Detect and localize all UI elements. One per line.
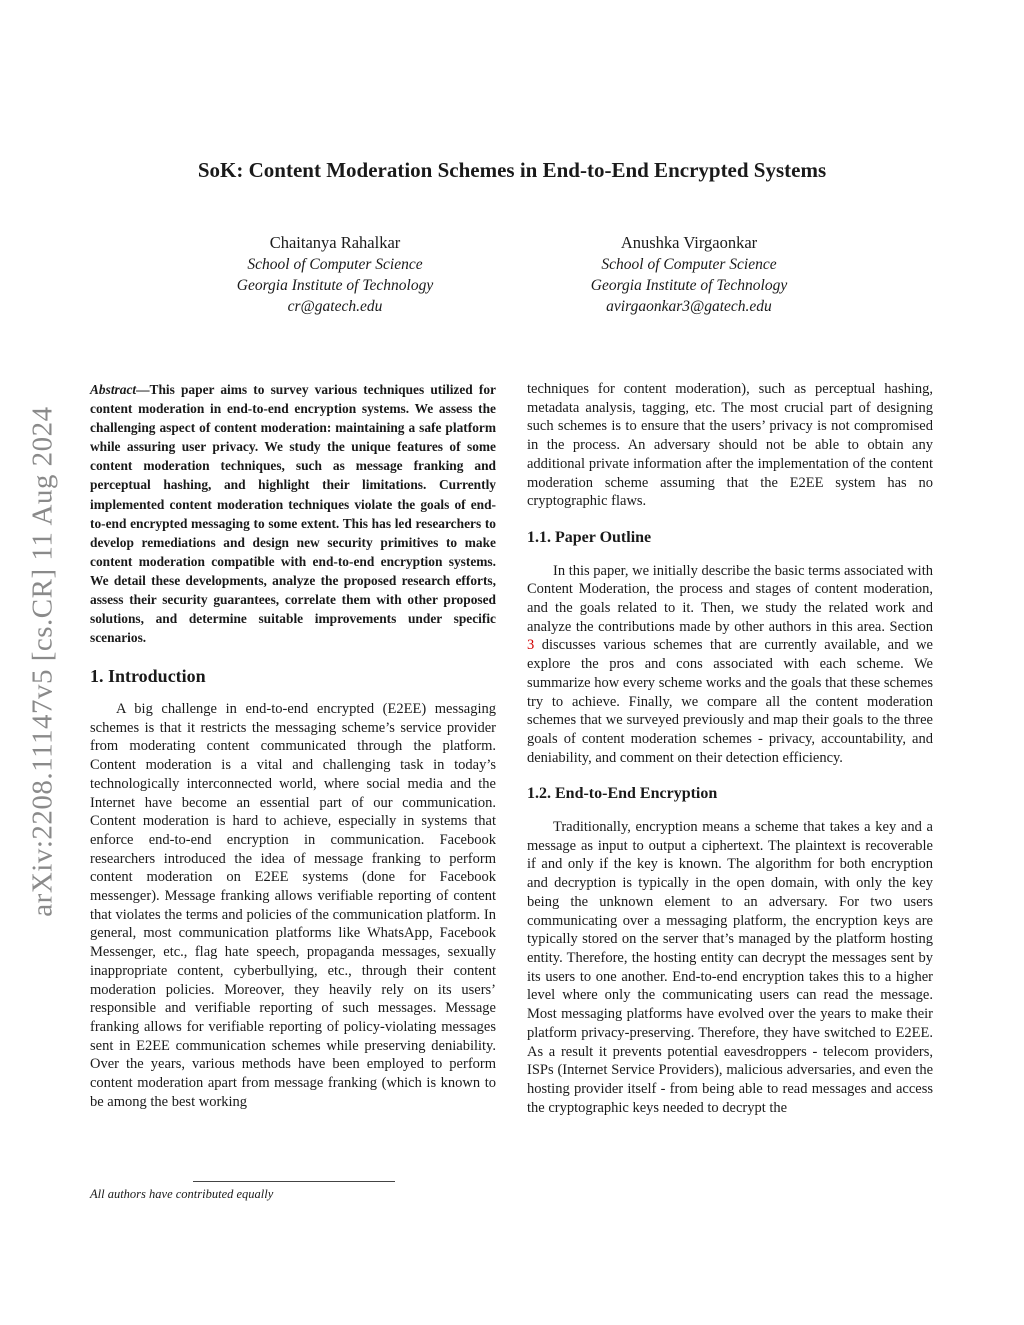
introduction-paragraph-continued: techniques for content moderation), such as perceptual hashing, metadata analysis, tagging, etc. The most crucial part of designing such schemes is to ensure that the users’ privacy is not compromised in the process. An adversary should not be able to obtain any additional private information after the implementation of the content moderation scheme assuming that the E2EE system has no cryptographic flaws. bbox=[527, 381, 933, 510]
arxiv-identifier-stamp: arXiv:2208.11147v5 [cs.CR] 11 Aug 2024 bbox=[26, 406, 59, 917]
abstract bbox=[90, 380, 496, 647]
outline-text-part-1: In this paper, we initially describe the basic terms associated with Content Moderation, the process and stages of content moderation, and the goals related to it. Then, we study the related work and analyze the contributions made by other authors in this area. Section bbox=[527, 562, 933, 635]
author-block-2 bbox=[539, 232, 839, 317]
author-institution: Georgia Institute of Technology bbox=[590, 277, 788, 294]
paper-outline-paragraph bbox=[527, 562, 933, 768]
author-institution: Georgia Institute of Technology bbox=[236, 277, 434, 294]
e2ee-paragraph: Traditionally, encryption means a scheme that takes a key and a message as input to output a ciphertext. The plaintext is recoverable if and only if the key is known. The algorithm for both encryption and decryption is typically in the open domain, with only the key being the unknown element to an adversary. For two users communicating over a messaging platform, the encryption keys are typically stored on the server that’s managed by the platform hosting entity. Therefore, the hosting entity can decrypt the messages sent by its users to one another. End-to-end encryption takes this to a higher level where only the communicating users can read the message. Most messaging platforms have evolved over the years to make their platform privacy-preserving. Therefore, they have switched to E2EE. As a result it prevents potential eavesdroppers - telecom providers, ISPs (Internet Service Providers), malicious adversaries, and even the hosting provider itself - from being able to read messages and access the cryptographic keys needed to decrypt the bbox=[527, 819, 933, 1116]
footnote-divider bbox=[193, 1181, 395, 1182]
paper-title: SoK: Content Moderation Schemes in End-to-End Encrypted Systems bbox=[197, 158, 827, 182]
author-email[interactable]: avirgaonkar3@gatech.edu bbox=[606, 298, 772, 315]
outline-text-part-2: discusses various schemes that are currently available, and we explore the pros and cons associated with each scheme. We summarize how every scheme works and the goals that these schemes try to achieve. Finally, we compare all the content moderation schemes that we surveyed previously and map their goals to the three goals of content moderation schemes - privacy, accountability, and deniability, and comment on their detection efficiency. bbox=[527, 637, 933, 766]
abstract-text: —This paper aims to survey various techniques utilized for content moderation in end-to-end encryption systems. We assess the challenging aspect of content moderation: maintaining a safe platform while assuring user privacy. We study the unique features of some content moderation techniques, such as message franking and perceptual hashing, and highlight their limitations. Currently implemented content moderation techniques violate the goals of end-to-end encrypted messaging to some extent. This has led researchers to develop remediations and design new security primitives to make content moderation compatible with end-to-end encryption systems. We detail these developments, analyze the proposed research efforts, assess their security guarantees, correlate them with other proposed solutions, and determine suitable improvements under specific scenarios. bbox=[90, 382, 496, 646]
subsection-heading-e2ee: 1.2. End-to-End Encryption bbox=[527, 785, 718, 803]
author-name: Anushka Virgaonkar bbox=[620, 233, 758, 252]
author-department: School of Computer Science bbox=[601, 256, 777, 273]
author-block-1 bbox=[185, 232, 485, 317]
left-column bbox=[90, 380, 496, 1111]
author-email[interactable]: cr@gatech.edu bbox=[287, 298, 383, 315]
author-department: School of Computer Science bbox=[247, 256, 423, 273]
right-column bbox=[527, 380, 933, 1117]
abstract-label: Abstract bbox=[90, 382, 137, 397]
section-reference-link[interactable]: 3 bbox=[527, 637, 535, 654]
section-heading-introduction: 1. Introduction bbox=[90, 666, 206, 687]
author-name: Chaitanya Rahalkar bbox=[269, 233, 401, 252]
subsection-heading-paper-outline: 1.1. Paper Outline bbox=[527, 528, 652, 546]
footnote: All authors have contributed equally bbox=[90, 1187, 274, 1201]
introduction-paragraph: A big challenge in end-to-end encrypted (E2EE) messaging schemes is that it restricts the messaging scheme’s service provider from moderating content communicated through the platform. Content moderation is a vital and challenging task in today’s technologically interconnected world, where social media and the Internet have become an essential part of our communication. Content moderation is hard to achieve, especially in systems that enforce end-to-end encryption in communication. Facebook researchers introduced the idea of message franking to perform content moderation on E2EE systems (done for Facebook messenger). Message franking allows verifiable reporting of content that violates the terms and policies of the communication platform. In general, most communication platforms like WhatsApp, Facebook Messenger, etc., flag hate speech, propaganda messages, sexually inappropriate content, cyberbullying, etc., through their content moderation policies. Moreover, they heavily rely on its users’ responsible and verifiable reporting of such messages. Message franking allows for verifiable reporting of policy-violating messages sent in E2EE communication schemes while preserving deniability. Over the years, various methods have been employed to perform content moderation apart from message franking (which is known to be among the best working bbox=[90, 701, 496, 1110]
